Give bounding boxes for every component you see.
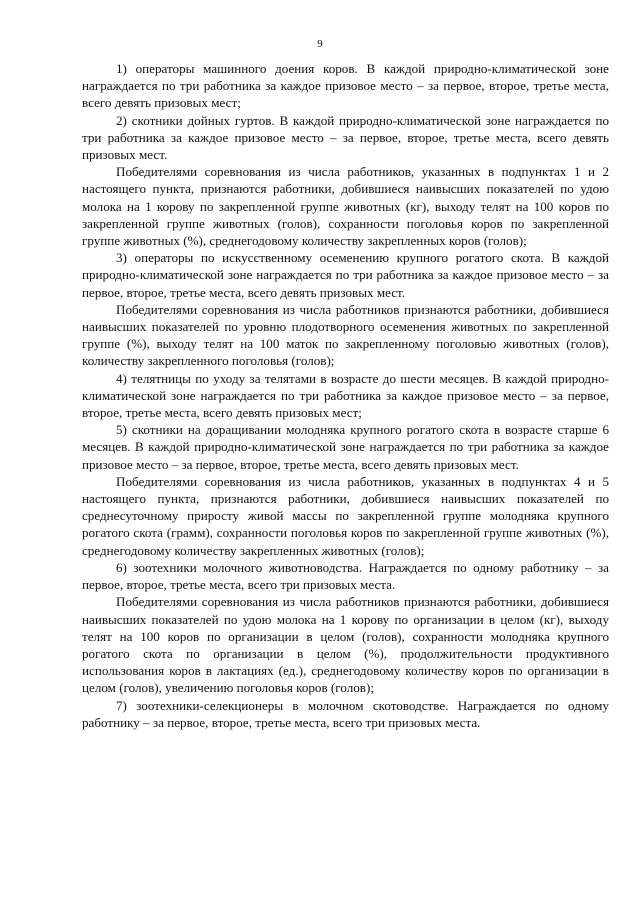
paragraph-winners-criteria-items-4-5: Победителями соревнования из числа работников, указанных в подпунктах 4 и 5 настоящего пункта, признаются работники, добившиеся наивысших показателей по среднесуточному приросту живой массы по закрепленной группе молодняка крупного рогатого скота (грамм), сохранности поголовья коров по закрепленной группе животных (%), среднегодовому количеству закрепленных животных (голов); bbox=[82, 473, 609, 558]
paragraph-item-2-herd-stockmen: 2) скотники дойных гуртов. В каждой природно-климатической зоне награждается по три работника за каждое призовое место – за первое, второе, третье места, всего девять призовых мест. bbox=[82, 112, 609, 163]
paragraph-item-3-insemination-operators: 3) операторы по искусственному осеменению крупного рогатого скота. В каждой природно-климатической зоне награждается по три работника за каждое призовое место – за первое, второе, третье места, всего девять призовых мест. bbox=[82, 250, 609, 300]
paragraph-item-7-breeding-zootechnicians: 7) зоотехники-селекционеры в молочном скотоводстве. Награждается по одному работнику – за первое, второе, третье места, всего три призовых места. bbox=[82, 697, 609, 730]
paragraph-winners-criteria-items-1-2: Победителями соревнования из числа работников, указанных в подпунктах 1 и 2 настоящего пункта, признаются работники, добившиеся наивысших показателей по удою молока на 1 корову по закрепленной группе животных (кг), выходу телят на 100 коров по закрепленной группе животных (голов), сохранности поголовья коров по закрепленной группе животных (%), среднегодовому количеству закрепленных коров (голов); bbox=[82, 164, 609, 249]
paragraph-item-4-calf-tenders: 4) телятницы по уходу за телятами в возрасте до шести месяцев. В каждой природно-климатической зоне награждается по три работника за каждое призовое место – за первое, второе, третье места, всего девять призовых мест; bbox=[82, 370, 609, 421]
page-number: 9 bbox=[317, 38, 323, 50]
paragraph-item-5-young-stock-stockmen: 5) скотники на доращивании молодняка крупного рогатого скота в возрасте старше 6 месяцев. В каждой природно-климатической зоне награждается по три работника за каждое призовое место – за первое, второе, третье места, всего девять призовых мест. bbox=[82, 422, 609, 472]
paragraph-item-1-milking-operators: 1) операторы машинного доения коров. В каждой природно-климатической зоне награждается по три работника за каждое призовое место – за первое, второе, третье места, всего девять призовых мест; bbox=[82, 61, 609, 111]
paragraph-winners-criteria-item-6: Победителями соревнования из числа работников признаются работники, добившиеся наивысших показателей по удою молока на 1 корову по организации в целом (кг), выходу телят на 100 коров по организации в целом (голов), сохранности молодняка крупного рогатого скота по организации в целом (%), продолжительности продуктивного использования коров в лактациях (ед.), среднегодовому количеству коров по организации в целом (голов), увеличению поголовья коров (голов); bbox=[82, 594, 609, 696]
paragraph-winners-criteria-item-3: Победителями соревнования из числа работников признаются работники, добившиеся наивысших показателей по уровню плодотворного осеменения животных по закрепленной группе (%), выходу телят на 100 маток по закрепленному поголовью животных (голов), количеству закрепленного поголовья (голов); bbox=[82, 301, 609, 369]
document-body bbox=[82, 60, 609, 731]
paragraph-item-6-dairy-zootechnicians: 6) зоотехники молочного животноводства. Награждается по одному работнику – за первое, второе, третье места, всего три призовых места. bbox=[82, 559, 609, 593]
